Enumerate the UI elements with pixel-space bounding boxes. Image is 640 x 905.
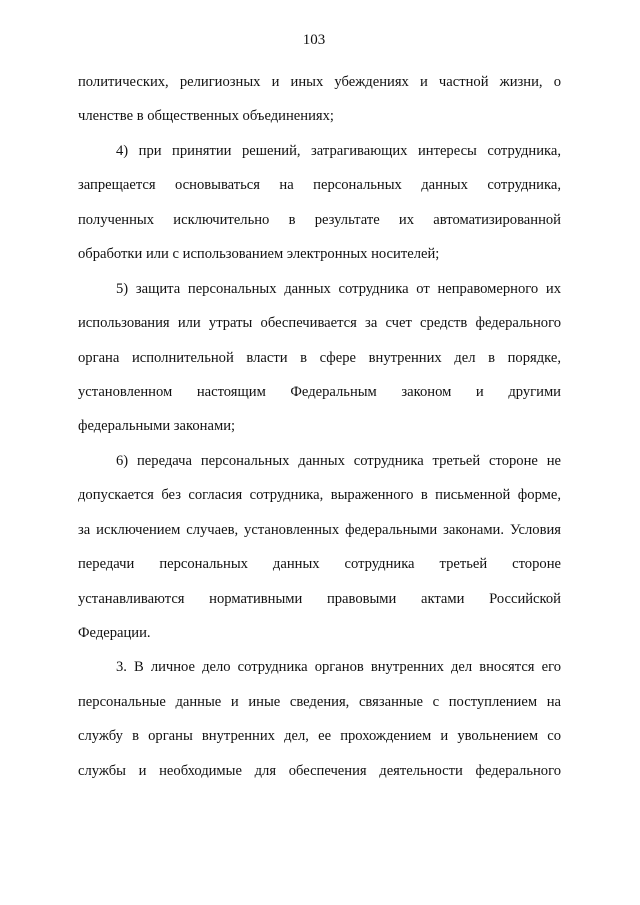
text-line: службы и необходимые для обеспечения деятельности федерального — [78, 762, 561, 779]
text-line: допускается без согласия сотрудника, выраженного в письменной форме, — [78, 487, 561, 504]
text-line: 3. В личное дело сотрудника органов внутренних дел вносятся его — [116, 659, 561, 676]
text-line: установленном настоящим Федеральным законом и другими — [78, 383, 561, 400]
text-line: персональные данные и иные сведения, связанные с поступлением на — [78, 693, 561, 710]
text-line: Федерации. — [78, 625, 151, 641]
text-line: передачи персональных данных сотрудника третьей стороне — [78, 556, 561, 573]
text-line: членстве в общественных объединениях; — [78, 108, 334, 125]
text-line: за исключением случаев, установленных федеральными законами. Условия — [78, 521, 561, 538]
text-line: 4) при принятии решений, затрагивающих интересы сотрудника, — [116, 142, 561, 159]
text-line: полученных исключительно в результате их автоматизированной — [78, 211, 561, 228]
text-line: службу в органы внутренних дел, ее прохождением и увольнением со — [78, 728, 561, 745]
paragraph — [78, 272, 561, 444]
paragraph — [78, 650, 561, 788]
text-line: запрещается основываться на персональных данных сотрудника, — [78, 177, 561, 194]
text-line: 5) защита персональных данных сотрудника от неправомерного их — [116, 280, 561, 297]
paragraph — [78, 134, 561, 272]
paragraph — [78, 65, 561, 134]
page-number: 103 — [302, 32, 326, 48]
paragraph — [78, 444, 561, 651]
text-line: использования или утраты обеспечивается за счет средств федерального — [78, 315, 561, 332]
text-line: органа исполнительной власти в сфере внутренних дел в порядке, — [78, 349, 561, 366]
text-line: 6) передача персональных данных сотрудника третьей стороне не — [116, 452, 561, 469]
text-line: устанавливаются нормативными правовыми актами Российской — [78, 590, 561, 607]
text-line: обработки или с использованием электронных носителей; — [78, 246, 440, 263]
text-line: политических, религиозных и иных убеждениях и частной жизни, о — [78, 74, 561, 90]
document-body — [78, 65, 561, 788]
text-line: федеральными законами; — [78, 418, 236, 435]
